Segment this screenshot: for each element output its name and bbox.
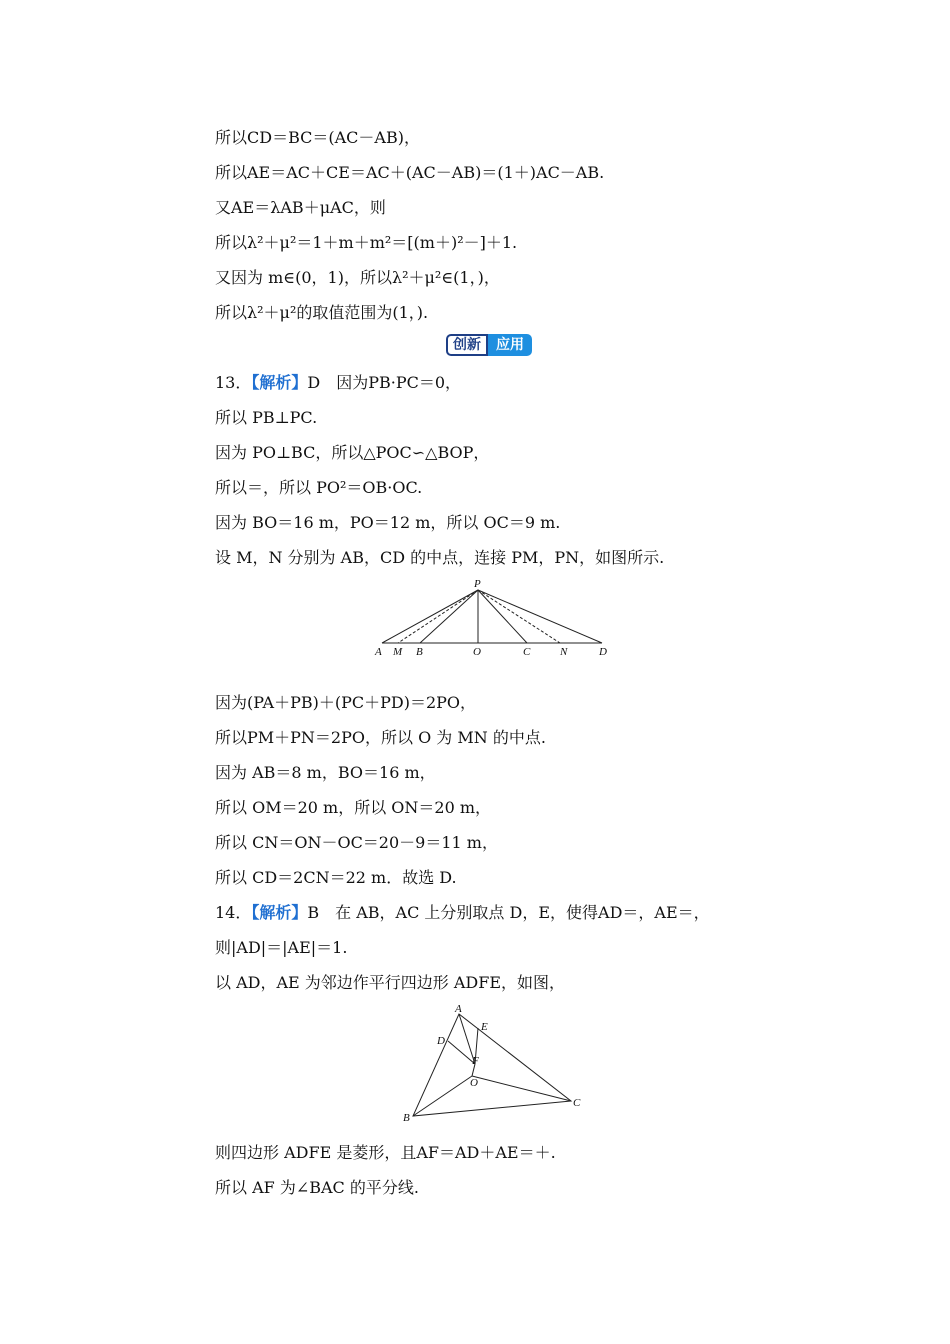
fig2-label-D: D (437, 1035, 445, 1047)
fig2-label-O: O (470, 1077, 478, 1089)
fig1-label-A: A (375, 646, 382, 658)
q14-tag: 【解析】 (251, 903, 308, 922)
q13-number: 13． (215, 373, 252, 392)
fig1-label-M: M (393, 646, 403, 658)
q14-step-2: 以 AD，AE 为邻边作平行四边形 ADFE，如图， (215, 973, 566, 992)
q13-step-9: 所以 OM＝20 m，所以 ON＝20 m， (215, 798, 492, 817)
q13-step-11: 所以 CD＝2CN＝22 m．故选 D. (215, 868, 457, 887)
q14-header (215, 903, 710, 923)
fig1-label-B: B (416, 646, 423, 658)
fig1-label-N: N (560, 646, 568, 658)
q13-step-5: 设 M，N 分别为 AB，CD 的中点，连接 PM，PN，如图所示. (215, 548, 665, 567)
q14-step-4: 所以 AF 为∠BAC 的平分线. (215, 1178, 419, 1197)
line-5: 又因为 m∈(0，1)，所以λ²＋μ²∈(1，)， (215, 268, 500, 287)
fig1-label-O: O (473, 646, 481, 658)
badge-right: 应用 (488, 334, 532, 356)
q13-header (215, 373, 461, 393)
fig2-label-B: B (403, 1112, 410, 1124)
q13-step-2: 因为 PO⊥BC，所以△POC∽△BOP， (215, 443, 490, 462)
fig1-label-C: C (523, 646, 531, 658)
badge-left: 创新 (446, 334, 488, 356)
q13-answer: D 因为PB·PC＝0， (307, 373, 462, 392)
q13-step-6: 因为(PA＋PB)＋(PC＋PD)＝2PO， (215, 693, 477, 712)
q13-step-3: 所以＝，所以 PO²＝OB·OC. (215, 478, 423, 497)
fig2-label-F: F (472, 1055, 479, 1067)
fig1-label-D: D (599, 646, 607, 658)
q13-tag: 【解析】 (251, 373, 308, 392)
q14-step-1: 则|AD|＝|AE|＝1. (215, 938, 348, 957)
q14-answer: B 在 AB，AC 上分别取点 D，E，使得AD＝，AE＝， (307, 903, 710, 922)
line-2: 所以AE＝AC＋CE＝AC＋(AC－AB)＝(1＋)AC－AB. (215, 163, 605, 182)
q13-step-4: 因为 BO＝16 m，PO＝12 m，所以 OC＝9 m. (215, 513, 561, 532)
q13-step-8: 因为 AB＝8 m，BO＝16 m， (215, 763, 436, 782)
fig2-label-E: E (481, 1021, 488, 1033)
line-1: 所以CD＝BC＝(AC－AB)， (215, 128, 420, 147)
q14-number: 14． (215, 903, 252, 922)
q13-step-7: 所以PM＋PN＝2PO，所以 O 为 MN 的中点. (215, 728, 546, 747)
figure-triangle (395, 1000, 595, 1130)
line-3: 又AE＝λAB＋μAC，则 (215, 198, 386, 217)
fig1-label-P: P (474, 578, 481, 590)
fig2-label-A: A (455, 1003, 462, 1015)
line-4: 所以λ²＋μ²＝1＋m＋m²＝[(m＋)²－]＋1. (215, 233, 518, 252)
fig2-label-C: C (573, 1097, 581, 1109)
q13-step-10: 所以 CN＝ON－OC＝20－9＝11 m， (215, 833, 498, 852)
figure-bridge (370, 576, 620, 660)
line-6: 所以λ²＋μ²的取值范围为(1，). (215, 303, 429, 322)
section-badge (446, 334, 532, 356)
q13-step-1: 所以 PB⊥PC. (215, 408, 318, 427)
q14-step-3: 则四边形 ADFE 是菱形，且AF＝AD＋AE＝＋. (215, 1143, 556, 1162)
